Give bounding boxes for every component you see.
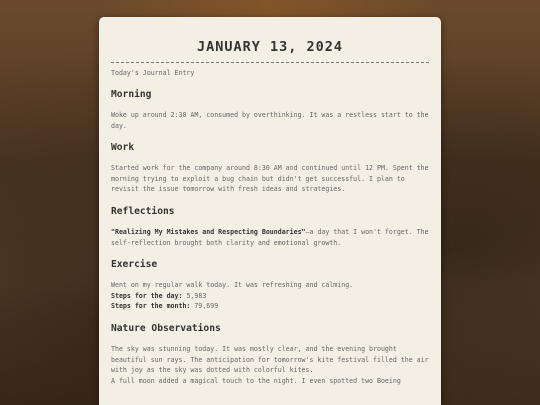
steps-month-value: 79,699 [194, 302, 219, 311]
reflections-paragraph [111, 227, 429, 248]
journal-page [99, 17, 441, 405]
steps-day-value: 5,983 [186, 291, 207, 300]
title-divider [111, 62, 429, 63]
page-title: JANUARY 13, 2024 [196, 39, 344, 55]
morning-text: Woke up around 2:30 AM, consumed by overthinking. It was a restless start to the day. [111, 111, 429, 130]
reflections-text: —a day that I won't forget. The self-reflection brought both clarity and emotional growth. [111, 227, 429, 247]
steps-month-label: Steps for the month: [111, 302, 191, 311]
section-heading-reflections: Reflections [111, 205, 175, 217]
section-heading-exercise: Exercise [111, 259, 158, 271]
work-text: Started work for the company around 8:30 AM and continued until 12 PM. Spent the morning trying to exploit a bug chain but didn't get successful. I plan to revisit the issue tomorrow with fresh ideas and strategies. [111, 164, 429, 194]
steps-month-line [111, 301, 429, 312]
nature-text-2: A full moon added a magical touch to the night. I even spotted two Boeing [111, 376, 401, 385]
steps-day-label: Steps for the day: [111, 291, 183, 300]
journal-subtitle: Today's Journal Entry [111, 69, 195, 77]
exercise-text: Went on my regular walk today. It was refreshing and calming. [111, 281, 354, 290]
section-heading-morning: Morning [111, 89, 152, 100]
section-heading-nature: Nature Observations [111, 322, 221, 334]
section-heading-work: Work [111, 142, 135, 154]
steps-day-line [111, 291, 429, 302]
reflections-bold-title: "Realizing My Mistakes and Respecting Boundaries" [111, 227, 306, 236]
nature-text-1: The sky was stunning today. It was mostly clear, and the evening brought beautiful sun rays. The anticipation for tomorrow's kite festival filled the air with joy as the sky was dotted with colorful kites. [111, 344, 429, 375]
